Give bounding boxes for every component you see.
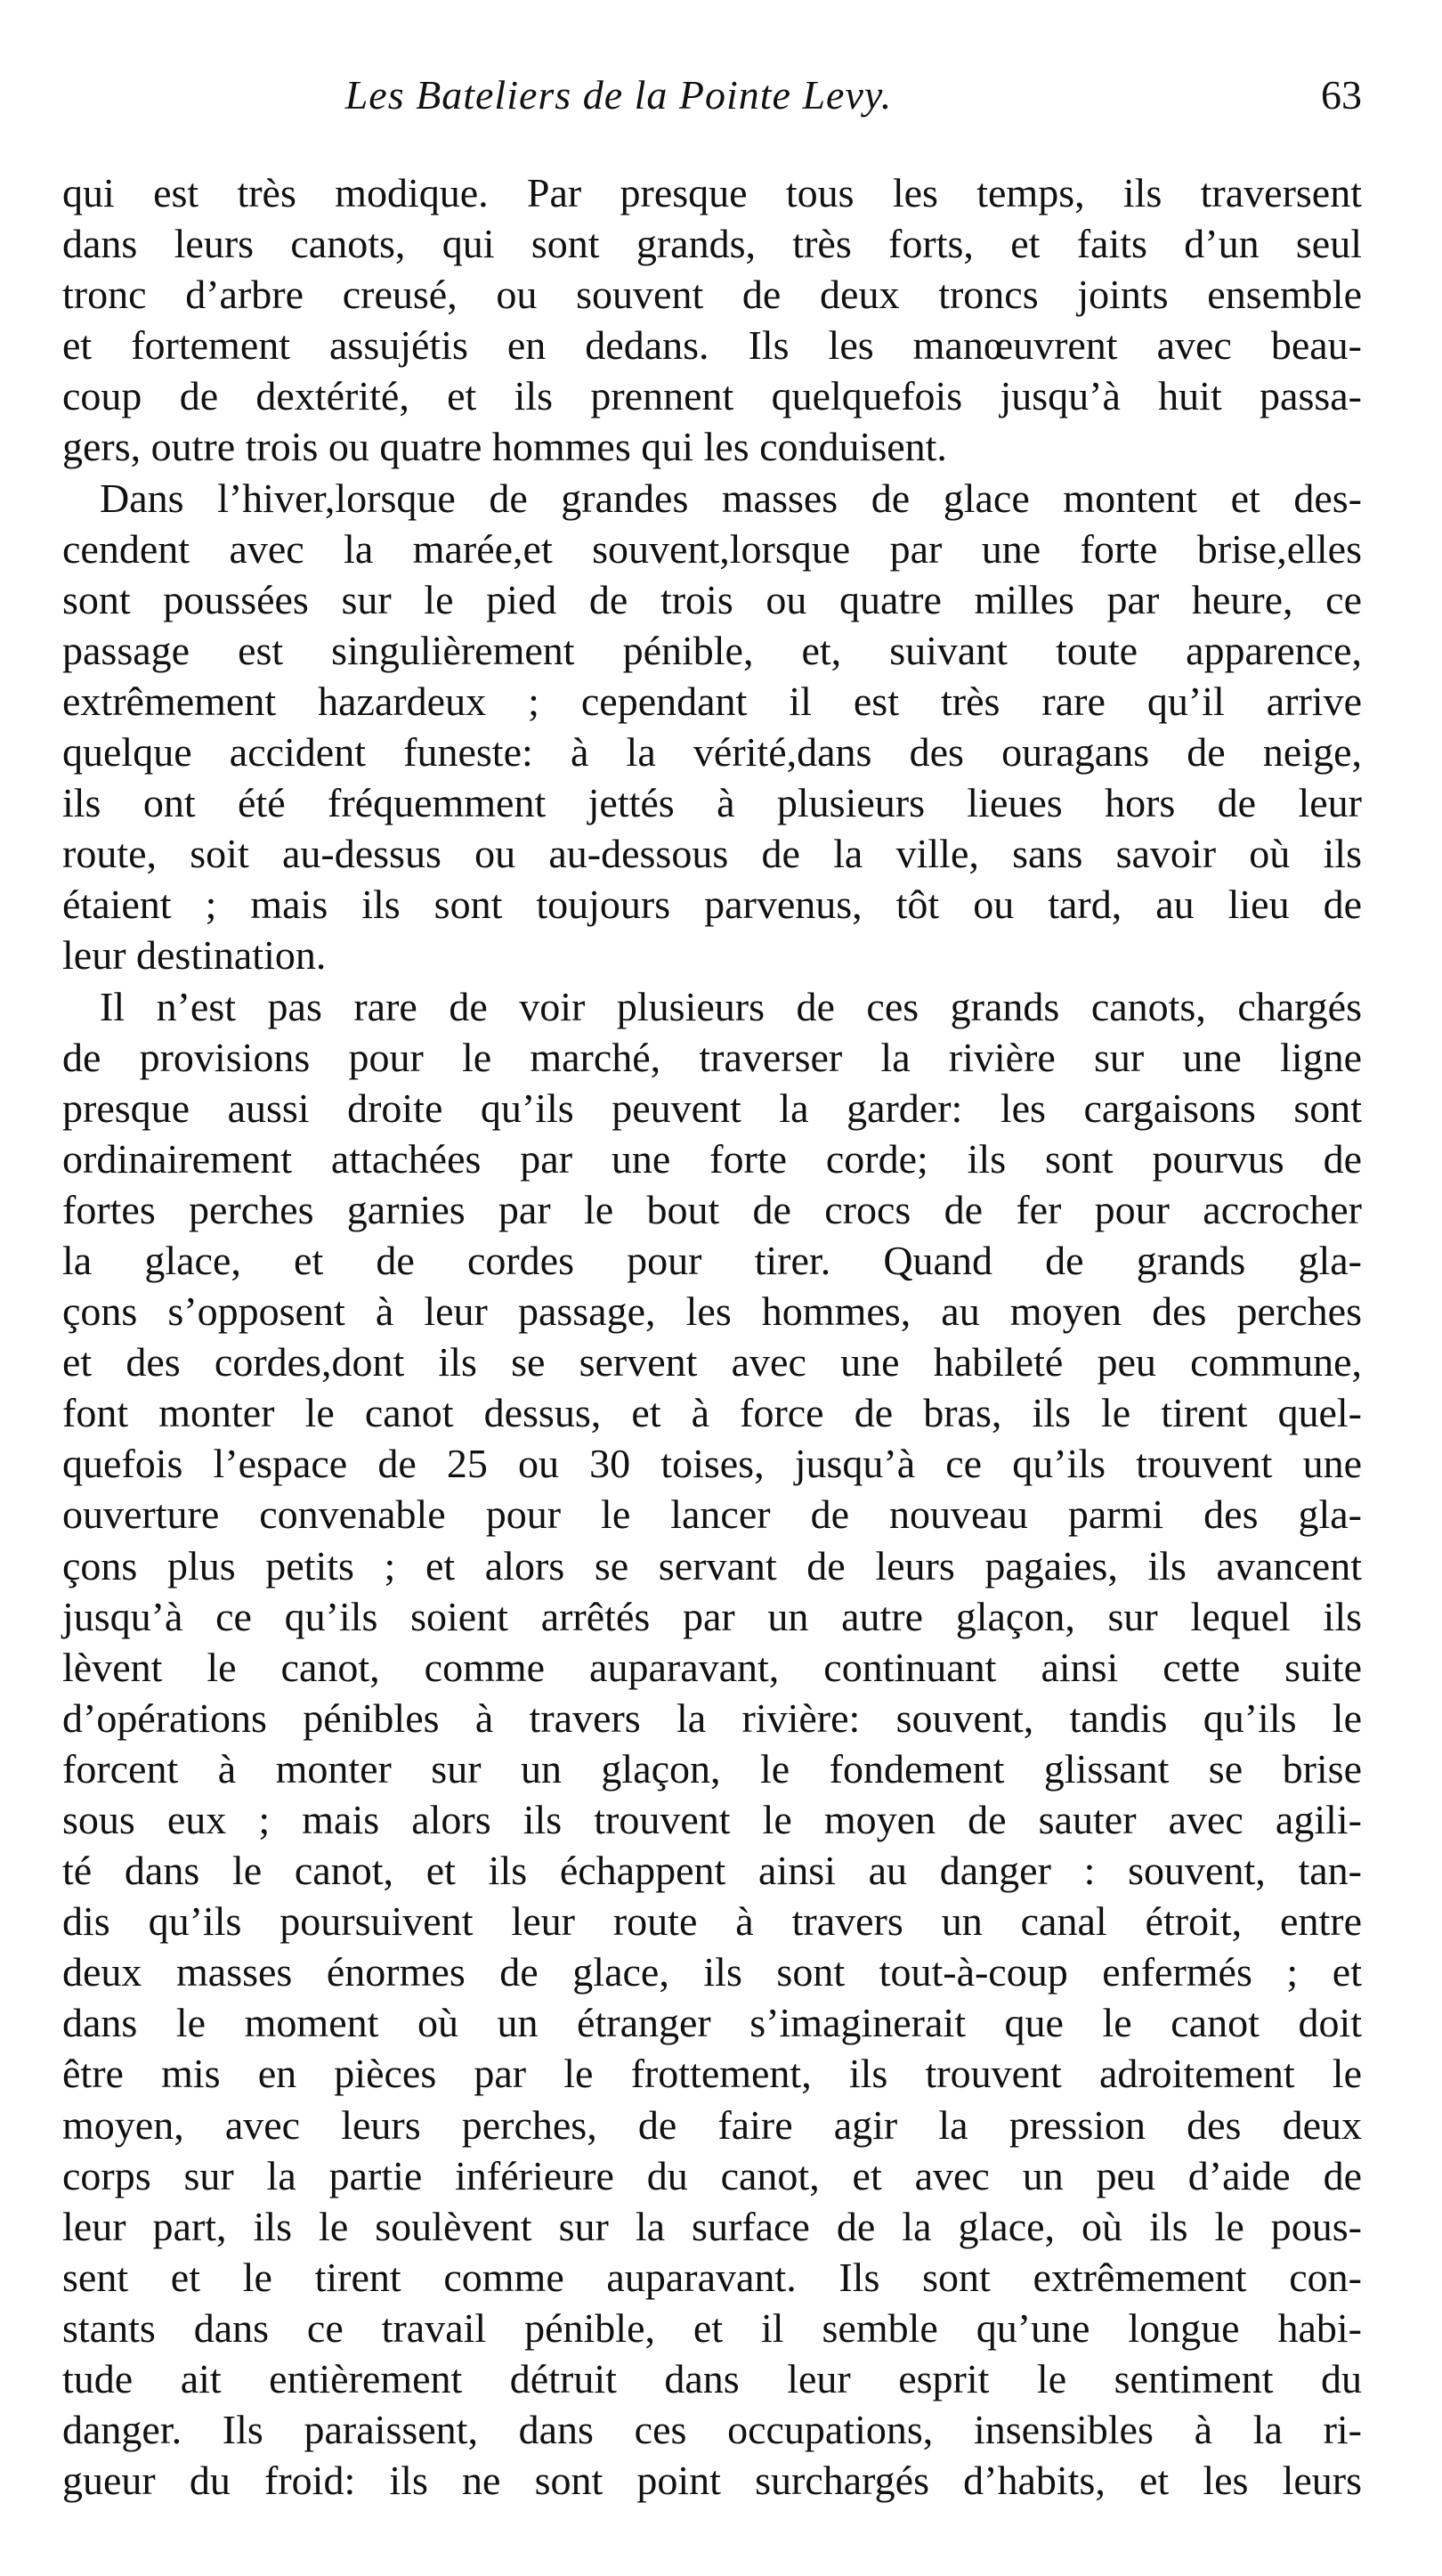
text-line: ils ont été fréquemment jettés à plusieurs lieues hors de leur — [62, 780, 1362, 826]
text-line: étaient ; mais ils sont toujours parvenus, tôt ou tard, au lieu de — [62, 882, 1362, 928]
text-line: de provisions pour le marché, traverser la rivière sur une ligne — [62, 1034, 1362, 1080]
body-text — [62, 167, 1362, 2506]
text-line: dis qu’ils poursuivent leur route à travers un canal étroit, entre — [62, 1898, 1362, 1945]
text-line: té dans le canot, et ils échappent ainsi au danger : souvent, tan- — [62, 1848, 1362, 1894]
text-line: lèvent le canot, comme auparavant, continuant ainsi cette suite — [62, 1644, 1362, 1690]
text-line: qui est très modique. Par presque tous les temps, ils traversent — [62, 170, 1362, 215]
text-line: sous eux ; mais alors ils trouvent le moyen de sauter avec agili- — [62, 1797, 1362, 1842]
text-line: presque aussi droite qu’ils peuvent la garder: les cargaisons sont — [62, 1085, 1362, 1131]
text-line: Il n’est pas rare de voir plusieurs de ces grands canots, chargés — [100, 983, 1362, 1029]
text-line: d’opérations pénibles à travers la rivière: souvent, tandis qu’ils le — [62, 1694, 1362, 1741]
text-line: et fortement assujétis en dedans. Ils les manœuvrent avec beau- — [62, 322, 1362, 369]
text-line: dans leurs canots, qui sont grands, très forts, et faits d’un seul — [62, 221, 1362, 267]
page-number: 63 — [1321, 72, 1362, 118]
text-line: la glace, et de cordes pour tirer. Quand de grands gla- — [62, 1237, 1362, 1283]
text-line: cendent avec la marée,et souvent,lorsque par une forte brise,elles — [62, 525, 1362, 572]
text-line: forcent à monter sur un glaçon, le fondement glissant se brise — [62, 1745, 1362, 1792]
text-line: route, soit au-dessus ou au-dessous de la ville, sans savoir où ils — [62, 831, 1362, 877]
page-header — [62, 66, 1362, 125]
text-line: tude ait entièrement détruit dans leur esprit le sentiment du — [62, 2356, 1362, 2402]
text-line: dans le moment où un étranger s’imaginerait que le canot doit — [62, 2000, 1362, 2046]
text-line: être mis en pièces par le frottement, ils trouvent adroitement le — [62, 2051, 1362, 2097]
text-line: quelque accident funeste: à la vérité,dans des ouragans de neige, — [62, 729, 1362, 776]
text-line: corps sur la partie inférieure du canot, et avec un peu d’aide de — [62, 2152, 1362, 2198]
text-line: gueur du froid: ils ne sont point surchargés d’habits, et les leurs — [62, 2458, 1362, 2504]
text-line: jusqu’à ce qu’ils soient arrêtés par un autre glaçon, sur lequel ils — [62, 1593, 1362, 1639]
text-line: ouverture convenable pour le lancer de nouveau parmi des gla- — [62, 1491, 1362, 1538]
text-line: passage est singulièrement pénible, et, suivant toute apparence, — [62, 627, 1362, 673]
text-line: çons s’opposent à leur passage, les hommes, au moyen des perches — [62, 1288, 1362, 1335]
running-title: Les Bateliers de la Pointe Levy. — [344, 72, 893, 118]
text-line: leur part, ils le soulèvent sur la surface de la glace, où ils le pous- — [62, 2203, 1362, 2249]
text-line: moyen, avec leurs perches, de faire agir la pression des deux — [62, 2101, 1362, 2148]
text-line: et des cordes,dont ils se servent avec une habileté peu commune, — [62, 1339, 1362, 1386]
text-line: danger. Ils paraissent, dans ces occupations, insensibles à la ri- — [62, 2407, 1362, 2453]
text-line: font monter le canot dessus, et à force de bras, ils le tirent quel- — [62, 1390, 1362, 1436]
text-line: gers, outre trois ou quatre hommes qui les conduisent. — [62, 424, 947, 470]
text-line: fortes perches garnies par le bout de crocs de fer pour accrocher — [62, 1186, 1362, 1232]
text-line: çons plus petits ; et alors se servant de leurs pagaies, ils avancent — [62, 1542, 1362, 1589]
text-line: deux masses énormes de glace, ils sont tout-à-coup enfermés ; et — [62, 1949, 1362, 1995]
text-line: coup de dextérité, et ils prennent quelquefois jusqu’à huit passa- — [62, 373, 1362, 419]
text-line: quefois l’espace de 25 ou 30 toises, jusqu’à ce qu’ils trouvent une — [62, 1441, 1362, 1487]
text-line: sent et le tirent comme auparavant. Ils sont extrêmement con- — [62, 2254, 1362, 2300]
text-line: sont poussées sur le pied de trois ou quatre milles par heure, ce — [62, 576, 1362, 622]
text-line: leur destination. — [62, 932, 327, 979]
text-line: Dans l’hiver,lorsque de grandes masses de glace montent et des- — [100, 475, 1362, 521]
text-line: extrêmement hazardeux ; cependant il est très rare qu’il arrive — [62, 678, 1362, 724]
text-line: tronc d’arbre creusé, ou souvent de deux troncs joints ensemble — [62, 272, 1362, 318]
text-line: ordinairement attachées par une forte corde; ils sont pourvus de — [62, 1135, 1362, 1182]
text-line: stants dans ce travail pénible, et il semble qu’une longue habi- — [62, 2304, 1362, 2351]
